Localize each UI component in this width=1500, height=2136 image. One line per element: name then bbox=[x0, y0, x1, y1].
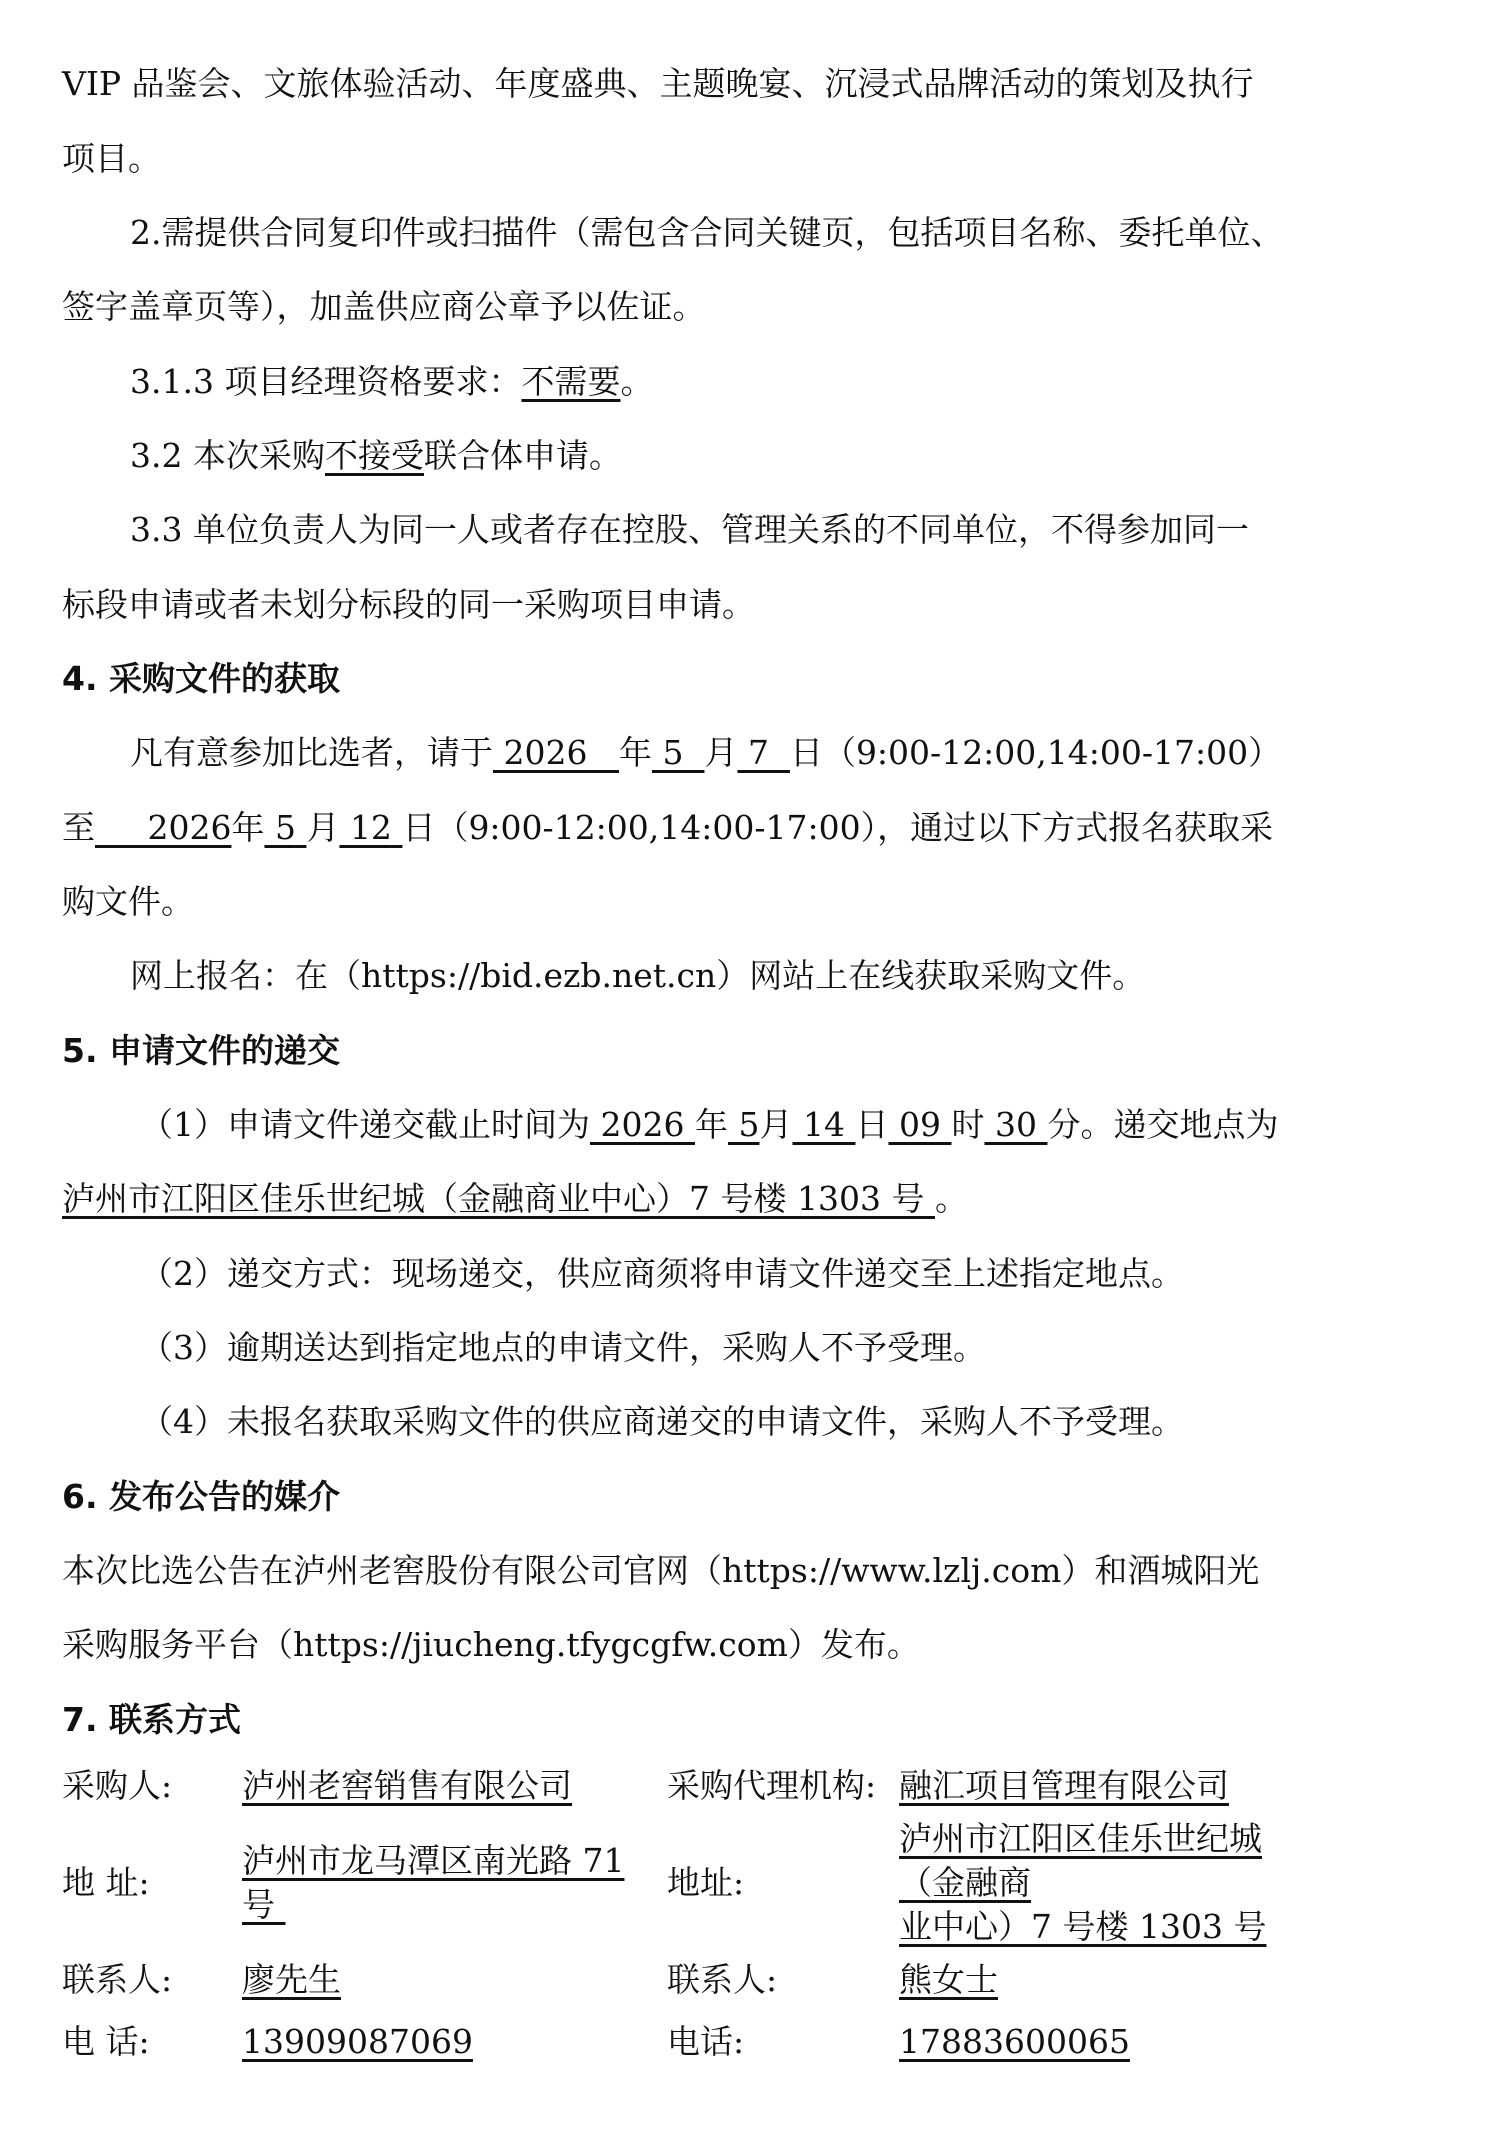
section4-heading: 4. 采购文件的获取 bbox=[62, 659, 340, 698]
section4-line2 bbox=[62, 806, 1302, 850]
value-contact-person: 廖先生 bbox=[242, 1960, 341, 1999]
contact-row-purchaser bbox=[62, 1755, 1299, 1817]
item2-line2: 签字盖章页等），加盖供应商公章予以佐证。 bbox=[62, 287, 706, 326]
clause-3-3-line1: 3.3 单位负责人为同一人或者存在控股、管理关系的不同单位，不得参加同一 bbox=[130, 510, 1249, 549]
section5-p2: （2）递交方式：现场递交，供应商须将申请文件递交至上述指定地点。 bbox=[140, 1254, 1184, 1293]
zhi-label: 至 bbox=[62, 808, 95, 847]
yue-label: 月 bbox=[704, 733, 738, 772]
end-month: 5 bbox=[274, 808, 296, 847]
section5-p3: （3）逾期送达到指定地点的申请文件，采购人不予受理。 bbox=[140, 1328, 986, 1367]
time-range-1: （9:00-12:00,14:00-17:00） bbox=[822, 733, 1282, 772]
section5-heading: 5. 申请文件的递交 bbox=[62, 1031, 340, 1070]
label-agency-phone: 电话: bbox=[667, 2022, 745, 2061]
value-phone: 13909087069 bbox=[242, 2022, 473, 2061]
nian-label: 年 bbox=[694, 1105, 728, 1144]
section5-p4: （4）未报名获取采购文件的供应商递交的申请文件，采购人不予受理。 bbox=[140, 1402, 1184, 1441]
label-address: 地 址: bbox=[62, 1863, 150, 1902]
contact-row-phone bbox=[62, 2011, 1299, 2073]
label-contact-person: 联系人: bbox=[62, 1960, 173, 1999]
yue-label: 月 bbox=[306, 808, 340, 847]
nian-label: 年 bbox=[618, 733, 652, 772]
deadline-year: 2026 bbox=[600, 1105, 685, 1144]
clause-3-2-suffix: 联合体申请。 bbox=[423, 436, 622, 475]
label-agency-contact: 联系人: bbox=[667, 1960, 778, 1999]
label-agency: 采购代理机构: bbox=[667, 1766, 877, 1805]
start-year: 2026 bbox=[503, 733, 588, 772]
item2-line1: 2.需提供合同复印件或扫描件（需包含合同关键页，包括项目名称、委托单位、 bbox=[130, 213, 1284, 252]
section6-line1: 本次比选公告在泸州老窖股份有限公司官网（https://www.lzlj.com）和酒城阳光 bbox=[62, 1551, 1260, 1590]
value-agency: 融汇项目管理有限公司 bbox=[899, 1766, 1229, 1805]
contact-row-person bbox=[62, 1949, 1299, 2011]
label-agency-address: 地址: bbox=[667, 1863, 745, 1902]
value-agency-contact: 熊女士 bbox=[899, 1960, 998, 1999]
value-agency-address: 泸州市江阳区佳乐世纪城（金融商 业中心）7 号楼 1303 号 bbox=[899, 1819, 1267, 1946]
section5-address-line bbox=[62, 1177, 1302, 1221]
para-top-line1: VIP 品鉴会、文旅体验活动、年度盛典、主题晚宴、沉浸式品牌活动的策划及执行 bbox=[62, 64, 1254, 103]
ri-label: 日 bbox=[789, 733, 823, 772]
para-top-line2: 项目。 bbox=[62, 139, 161, 178]
contact-row-address bbox=[62, 1817, 1299, 1949]
value-purchaser: 泸州老窖销售有限公司 bbox=[242, 1766, 572, 1805]
start-day: 7 bbox=[747, 733, 769, 772]
clause-3-2 bbox=[130, 434, 1370, 478]
yue-label: 月 bbox=[759, 1105, 793, 1144]
nian-label: 年 bbox=[231, 808, 265, 847]
section5-p1 bbox=[140, 1103, 1380, 1147]
shi-label: 时 bbox=[951, 1105, 985, 1144]
section4-intro: 凡有意参加比选者，请于 bbox=[130, 733, 493, 772]
ri-label: 日 bbox=[402, 808, 436, 847]
contact-table bbox=[62, 1755, 1299, 2073]
clause-3-2-prefix: 3.2 本次采购 bbox=[130, 436, 325, 475]
clause-3-1-3 bbox=[130, 360, 1370, 404]
clause-3-3-line2: 标段申请或者未划分标段的同一采购项目申请。 bbox=[62, 585, 755, 624]
p1-prefix: （1）申请文件递交截止时间为 bbox=[140, 1105, 590, 1144]
address-end: 。 bbox=[934, 1179, 968, 1218]
clause-3-2-value: 不接受 bbox=[324, 436, 424, 475]
clause-3-1-3-value: 不需要 bbox=[521, 362, 621, 401]
section7-heading: 7. 联系方式 bbox=[62, 1700, 241, 1739]
section4-online: 网上报名：在（https://bid.ezb.net.cn）网站上在线获取采购文件。 bbox=[130, 956, 1146, 995]
time-range-2: （9:00-12:00,14:00-17:00），通过以下方式报名获取采 bbox=[435, 808, 1274, 847]
deadline-month: 5 bbox=[738, 1105, 760, 1144]
label-phone: 电 话: bbox=[62, 2022, 150, 2061]
clause-3-1-3-prefix: 3.1.3 项目经理资格要求： bbox=[130, 362, 522, 401]
value-purchaser-address: 泸州市龙马潭区南光路 71 号 bbox=[242, 1841, 625, 1924]
value-agency-phone: 17883600065 bbox=[899, 2022, 1130, 2061]
ri-label: 日 bbox=[855, 1105, 889, 1144]
deadline-minute: 30 bbox=[994, 1105, 1037, 1144]
deadline-day: 14 bbox=[802, 1105, 845, 1144]
label-purchaser: 采购人: bbox=[62, 1766, 173, 1805]
section6-line2: 采购服务平台（https://jiucheng.tfygcgfw.com）发布。 bbox=[62, 1625, 920, 1664]
end-year: 2026 bbox=[147, 808, 232, 847]
deadline-hour: 09 bbox=[898, 1105, 941, 1144]
section4-line3: 购文件。 bbox=[62, 882, 194, 921]
start-month: 5 bbox=[662, 733, 684, 772]
end-day: 12 bbox=[349, 808, 392, 847]
clause-3-1-3-suffix: 。 bbox=[620, 362, 654, 401]
section6-heading: 6. 发布公告的媒介 bbox=[62, 1477, 340, 1516]
section4-line1 bbox=[130, 731, 1370, 775]
submission-address: 泸州市江阳区佳乐世纪城（金融商业中心）7 号楼 1303 号 bbox=[62, 1179, 925, 1218]
p1-suffix: 分。递交地点为 bbox=[1047, 1105, 1279, 1144]
